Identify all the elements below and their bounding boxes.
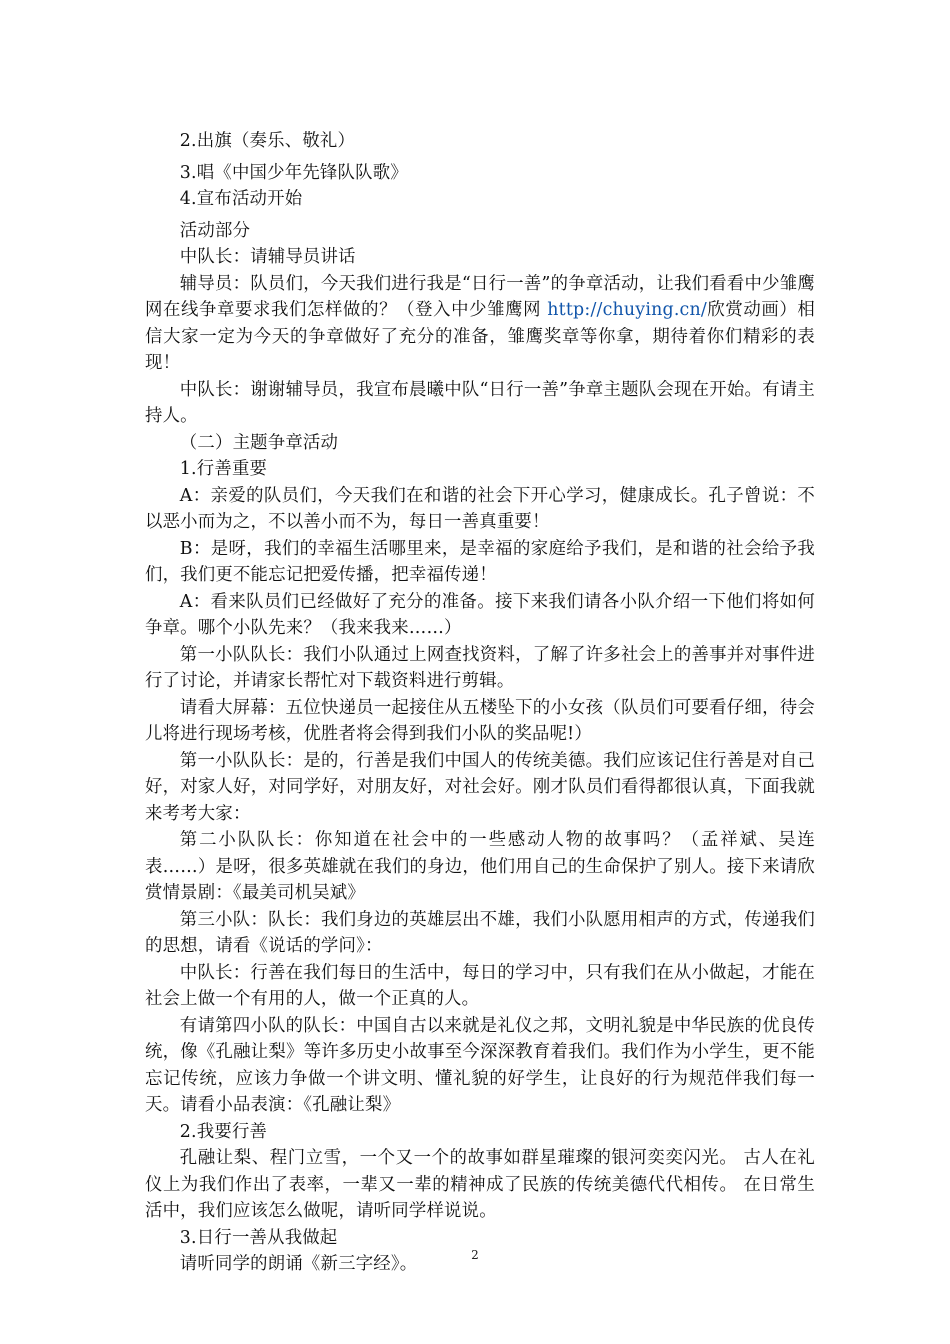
paragraph-team2: 第二小队队长：你知道在社会中的一些感动人物的故事吗？（孟祥斌、吴连表……）是呀，很多英雄就在我们的身边，他们用自己的生命保护了别人。接下来请欣赏情景剧：《最美司机吴斌》	[145, 830, 815, 903]
page-number: 2	[471, 1248, 479, 1262]
paragraph-captain-invites: 中队长：请辅导员讲话	[179, 247, 356, 267]
paragraph-counselor-speech: 辅导员：队员们，今天我们进行我是“日行一善”的争章活动，让我们看看中少雏鹰网在线争章要求我们怎样做的？（登入中少雏鹰网 http://chuying.cn/欣赏动画）相信大家一定为今天的争章做好了充分的准备，雏鹰奖章等你拿，期待着你们精彩的表现！	[145, 273, 816, 373]
paragraph-host-a-1: A：亲爱的队员们，今天我们在和谐的社会下开心学习，健康成长。孔子曾说：不以恶小而为之，不以善小而不为，每日一善真重要！	[145, 485, 815, 532]
subheading-do-good: 2.我要行善	[179, 1121, 268, 1142]
paragraph-team4: 有请第四小队的队长：中国自古以来就是礼仪之邦，文明礼貌是中华民族的优良传统，像《孔融让梨》等许多历史小故事至今深深教育着我们。我们作为小学生，更不能忘记传统，应该力争做一个讲文明、懂礼貌的好学生，让良好的行为规范伴我们每一天。请看小品表演：《孔融让梨》	[145, 1015, 815, 1115]
list-item-anthem: 3.唱《中国少年先锋队队歌》	[179, 162, 408, 183]
paragraph-team1-intro: 第一小队队长：我们小队通过上网查找资料，了解了许多社会上的善事并对事件进行了讨论，并请家长帮忙对下载资料进行剪辑。	[145, 644, 815, 691]
section-heading-activity: 活动部分	[179, 220, 251, 241]
paragraph-recitation: 请听同学的朗诵《新三字经》。	[179, 1254, 418, 1274]
paragraph-team1-quiz: 第一小队队长：是的，行善是我们中国人的传统美德。我们应该记住行善是对自己好，对家人好，对同学好，对朋友好，对社会好。刚才队员们看得都很认真，下面我就来考考大家：	[145, 750, 815, 824]
paragraph-captain-summary: 中队长：行善在我们每日的生活中，每日的学习中，只有我们在从小做起，才能在社会上做一个有用的人，做一个正真的人。	[145, 962, 815, 1009]
section-heading-theme: （二）主题争章活动	[179, 432, 339, 453]
paragraph-captain-thanks: 中队长：谢谢辅导员，我宣布晨曦中队“日行一善”争章主题队会现在开始。有请主持人。	[145, 379, 815, 426]
chuying-link[interactable]: http://chuying.cn/	[547, 300, 707, 320]
paragraph-host-a-2: A：看来队员们已经做好了充分的准备。接下来我们请各小队介绍一下他们将如何争章。哪个小队先来？（我来我来……）	[145, 591, 815, 638]
paragraph-big-screen: 请看大屏幕：五位快递员一起接住从五楼坠下的小女孩（队员们可要看仔细，待会儿将进行现场考核，优胜者将会得到我们小队的奖品呢!）	[145, 697, 815, 744]
subheading-start-from-me: 3.日行一善从我做起	[179, 1227, 338, 1248]
paragraph-host-b: B：是呀，我们的幸福生活哪里来，是幸福的家庭给予我们，是和谐的社会给予我们，我们更不能忘记把爱传播，把幸福传递！	[145, 538, 815, 585]
list-item-announce-start: 4.宣布活动开始	[179, 189, 303, 209]
paragraph-team3: 第三小队：队长：我们身边的英雄层出不雄，我们小队愿用相声的方式，传递我们的思想，请看《说话的学问》：	[145, 909, 815, 956]
subheading-importance: 1.行善重要	[179, 459, 268, 479]
document-body	[145, 128, 815, 1278]
paragraph-stories: 孔融让梨、程门立雪，一个又一个的故事如群星璀璨的银河奕奕闪光。 古人在礼仪上为我们作出了表率，一辈又一辈的精神成了民族的传统美德代代相传。 在日常生活中，我们应该怎么做呢，请听同学样说说。	[145, 1148, 815, 1221]
list-item-flag-raising: 2.出旗（奏乐、敬礼）	[179, 131, 356, 151]
